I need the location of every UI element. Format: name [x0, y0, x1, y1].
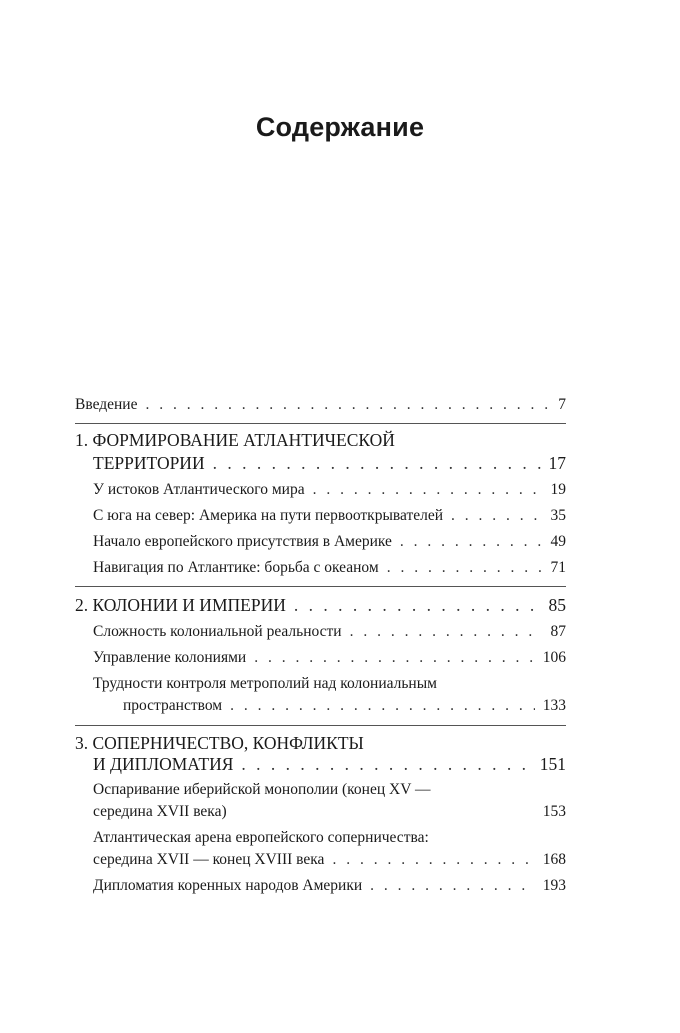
toc-entry-label-line1: Оспаривание иберийской монополии (конец XV —: [93, 781, 431, 798]
leader-dots: [241, 755, 531, 773]
toc-entry-label: ТЕРРИТОРИИ: [93, 453, 205, 473]
toc-entry-section[interactable]: [93, 877, 566, 895]
toc-page-number: 153: [542, 803, 566, 820]
leader-dots: [230, 697, 535, 715]
toc-page-number: 151: [539, 754, 566, 774]
toc-entry-section[interactable]: [93, 851, 566, 869]
toc-entry-chapter-3[interactable]: [93, 755, 566, 773]
toc-entry-label: 2. КОЛОНИИ И ИМПЕРИИ: [75, 595, 286, 615]
toc-entry-label: Сложность колониальной реальности: [93, 623, 342, 640]
toc-entry-label: середина XVII — конец XVIII века: [93, 851, 325, 868]
toc-page-number: 193: [542, 877, 566, 894]
toc-page-number: 87: [550, 623, 566, 640]
toc-page-number: 49: [550, 533, 566, 550]
toc-page-number: 71: [550, 559, 566, 576]
leader-dots: [313, 481, 543, 499]
leader-dots: [332, 851, 534, 869]
toc-entry-chapter-1[interactable]: [93, 454, 566, 472]
leader-dots: [400, 533, 543, 551]
chapter-1-heading-line1: 1. ФОРМИРОВАНИЕ АТЛАНТИЧЕСКОЙ: [75, 430, 395, 450]
toc-page-number: 7: [558, 396, 566, 413]
chapter-3-heading-line1: 3. СОПЕРНИЧЕСТВО, КОНФЛИКТЫ: [75, 733, 364, 753]
toc-entry-section[interactable]: [93, 507, 566, 525]
toc-entry-label-line1: Атлантическая арена европейского соперничества:: [93, 829, 429, 846]
toc-entry-section[interactable]: [93, 623, 566, 641]
toc-entry-label: Введение: [75, 396, 138, 413]
toc-entry-label: Начало европейского присутствия в Америке: [93, 533, 392, 550]
leader-dots: [451, 507, 542, 525]
toc-page-number: 106: [542, 649, 566, 666]
leader-dots: [294, 596, 541, 614]
leader-dots: [387, 559, 543, 577]
leader-dots: [213, 454, 541, 472]
toc-page-number: 168: [542, 851, 566, 868]
toc-page-number: 19: [550, 481, 566, 498]
toc-entry-label: Дипломатия коренных народов Америки: [93, 877, 363, 894]
toc-entry-label: Навигация по Атлантике: борьба с океаном: [93, 559, 379, 576]
leader-dots: [254, 649, 535, 667]
toc-entry-label: У истоков Атлантического мира: [93, 481, 305, 498]
page-title: Содержание: [255, 112, 425, 142]
toc-entry-chapter-2[interactable]: [75, 596, 566, 614]
toc-entry-label: пространством: [123, 697, 223, 714]
toc-page-number: 133: [542, 697, 566, 714]
section-divider: [75, 586, 566, 587]
toc-entry-label-line1: Трудности контроля метрополий над колониальным: [93, 675, 437, 692]
leader-dots: [370, 877, 535, 895]
toc-page-number: 35: [550, 507, 566, 524]
toc-entry-label: Управление колониями: [93, 649, 247, 666]
toc-entry-section[interactable]: [93, 559, 566, 577]
toc-entry-section[interactable]: [93, 481, 566, 499]
table-of-contents: [75, 0, 566, 1033]
toc-entry-section[interactable]: [93, 649, 566, 667]
leader-dots: [145, 396, 550, 414]
toc-entry-label: И ДИПЛОМАТИЯ: [93, 754, 234, 774]
toc-entry-section[interactable]: [93, 803, 566, 821]
leader-dots: [350, 623, 543, 641]
toc-entry-introduction[interactable]: [75, 396, 566, 414]
toc-page-number: 85: [548, 595, 566, 615]
toc-entry-label: С юга на север: Америка на пути первооткрывателей: [93, 507, 444, 524]
section-divider: [75, 725, 566, 726]
toc-page-number: 17: [548, 453, 566, 473]
toc-entry-label: середина XVII века): [93, 803, 227, 820]
toc-entry-section[interactable]: [123, 697, 566, 715]
section-divider: [75, 423, 566, 424]
toc-entry-section[interactable]: [93, 533, 566, 551]
